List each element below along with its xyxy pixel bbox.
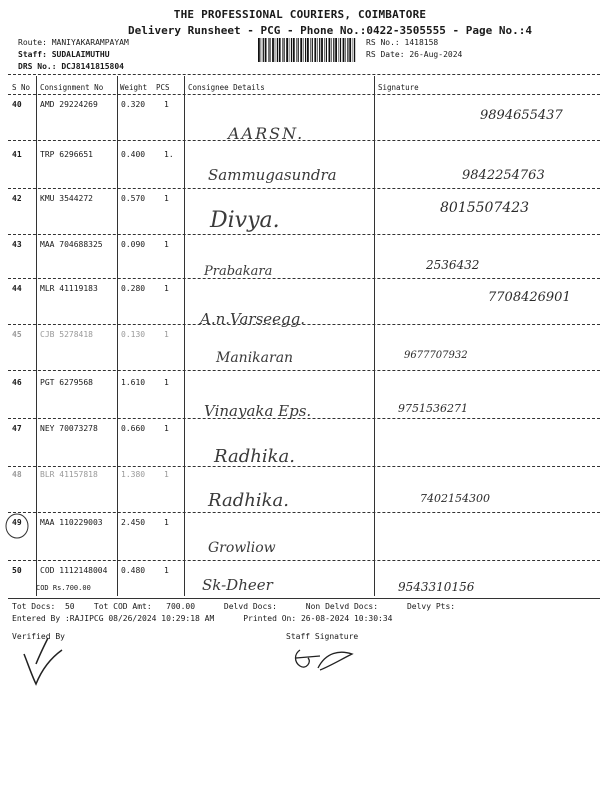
col-divider — [184, 76, 185, 596]
row-weight: 1.380 — [121, 470, 146, 479]
row-weight: 2.450 — [121, 518, 146, 527]
row-signature: 9543310156 — [398, 580, 475, 594]
row-pcs: 1 — [164, 194, 169, 203]
row-rule — [8, 466, 600, 467]
col-divider — [36, 76, 37, 596]
route-label: Route: MANIYAKARAMPAYAM — [18, 38, 129, 47]
barcode-icon — [258, 38, 358, 62]
row-signature: 7402154300 — [420, 492, 490, 505]
staff-label: Staff: SUDALAIMUTHU — [18, 50, 110, 59]
col-sno: S No — [12, 83, 31, 92]
row-sno: 50 — [12, 566, 22, 575]
row-pcs: 1 — [164, 566, 169, 575]
verified-signature-icon — [18, 624, 78, 688]
row-sno: 43 — [12, 240, 22, 249]
row-consignee: Growliow — [208, 540, 276, 556]
row-signature: 9751536271 — [398, 402, 468, 415]
row-consignee: Radhika. — [214, 446, 295, 467]
runsheet-title: Delivery Runsheet - PCG - Phone No.:0422-3505555 - Page No.:4 — [128, 24, 532, 37]
staff-signature-icon — [290, 640, 360, 676]
row-consignment: TRP 6296651 — [40, 150, 93, 159]
company-title: THE PROFESSIONAL COURIERS, COIMBATORE — [173, 8, 427, 21]
entered-line: Entered By :RAJIPCG 08/26/2024 10:29:18 AM Printed On: 26-08-2024 10:30:34 — [12, 614, 393, 623]
row-consignment: KMU 3544272 — [40, 194, 93, 203]
table-top-rule — [8, 74, 600, 75]
row-pcs: 1 — [164, 284, 169, 293]
row-consignment: MAA 110229003 — [40, 518, 103, 527]
row-consignee: AARSN. — [228, 124, 305, 143]
row-pcs: 1 — [164, 424, 169, 433]
row-consignment: BLR 41157818 — [40, 470, 98, 479]
drs-number: DRS No.: DCJ8141815804 — [18, 62, 124, 71]
row-consignment: MAA 704688325 — [40, 240, 103, 249]
row-consignee: Vinayaka Eps. — [204, 402, 312, 420]
row-rule — [8, 560, 600, 561]
row-pcs: 1 — [164, 518, 169, 527]
row-pcs: 1. — [164, 150, 174, 159]
row-signature: 9842254763 — [462, 168, 545, 183]
row-sno: 48 — [12, 470, 22, 479]
row-rule — [8, 140, 600, 141]
col-divider — [117, 76, 118, 596]
row-weight: 0.280 — [121, 284, 146, 293]
row-consignment: PGT 6279568 — [40, 378, 93, 387]
row-consignee: Radhika. — [208, 490, 289, 511]
row-consignee: Sk-Dheer — [202, 576, 273, 594]
row-signature: 8015507423 — [440, 200, 530, 216]
row-signature: 9894655437 — [480, 108, 563, 123]
col-divider — [374, 76, 375, 596]
cod-note: COD Rs.700.00 — [36, 584, 91, 592]
row-consignee: Prabakara — [204, 264, 273, 279]
row-consignment: AMD 29224269 — [40, 100, 98, 109]
table-bottom-rule — [8, 598, 600, 599]
rs-date: RS Date: 26-Aug-2024 — [366, 50, 463, 59]
row-sno: 46 — [12, 378, 22, 387]
row-pcs: 1 — [164, 240, 169, 249]
row-rule — [8, 512, 600, 513]
row-sno: 42 — [12, 194, 22, 203]
row-consignee: A.n.Varseegg. — [200, 310, 306, 328]
col-consignee: Consignee Details — [188, 83, 265, 92]
row-weight: 0.320 — [121, 100, 146, 109]
row-weight: 0.130 — [121, 330, 146, 339]
header-bottom-rule — [8, 94, 600, 95]
row-consignment: MLR 41119183 — [40, 284, 98, 293]
row-rule — [8, 278, 600, 279]
row-sno: 40 — [12, 100, 22, 109]
row-sno: 45 — [12, 330, 22, 339]
row-pcs: 1 — [164, 470, 169, 479]
row-rule — [8, 234, 600, 235]
col-pcs: PCS — [156, 83, 170, 92]
row-rule — [8, 324, 600, 325]
row-signature: 9677707932 — [404, 350, 468, 361]
row-weight: 0.090 — [121, 240, 146, 249]
row-weight: 0.480 — [121, 566, 146, 575]
row-weight: 0.400 — [121, 150, 146, 159]
row-rule — [8, 188, 600, 189]
col-weight: Weight — [120, 83, 148, 92]
row-weight: 1.610 — [121, 378, 146, 387]
col-consignment: Consignment No — [40, 83, 104, 92]
row-weight: 0.660 — [121, 424, 146, 433]
row-signature: 7708426901 — [488, 290, 571, 305]
row-sno: 49 — [12, 518, 22, 527]
row-sno: 47 — [12, 424, 22, 433]
row-consignee: Divya. — [210, 208, 280, 233]
staff-signature-label: Staff Signature — [286, 632, 359, 641]
row-signature: 2536432 — [426, 258, 480, 272]
row-consignment: CJB 5278418 — [40, 330, 93, 339]
row-consignee: Sammugasundra — [208, 166, 337, 184]
row-consignment: NEY 70073278 — [40, 424, 98, 433]
row-pcs: 1 — [164, 330, 169, 339]
row-consignee: Manikaran — [216, 350, 294, 366]
row-pcs: 1 — [164, 378, 169, 387]
row-pcs: 1 — [164, 100, 169, 109]
rs-number: RS No.: 1418158 — [366, 38, 439, 47]
row-rule — [8, 418, 600, 419]
row-sno: 41 — [12, 150, 22, 159]
row-rule — [8, 370, 600, 371]
row-sno: 44 — [12, 284, 22, 293]
circle-mark-icon — [4, 512, 30, 540]
col-signature: Signature — [378, 83, 419, 92]
verified-by: Verified By — [12, 632, 65, 641]
row-weight: 0.570 — [121, 194, 146, 203]
row-consignment: COD 1112148004 — [40, 566, 108, 575]
totals-line: Tot Docs: 50 Tot COD Amt: 700.00 Delvd Docs: Non Delvd Docs: Delvy Pts: — [12, 602, 456, 611]
